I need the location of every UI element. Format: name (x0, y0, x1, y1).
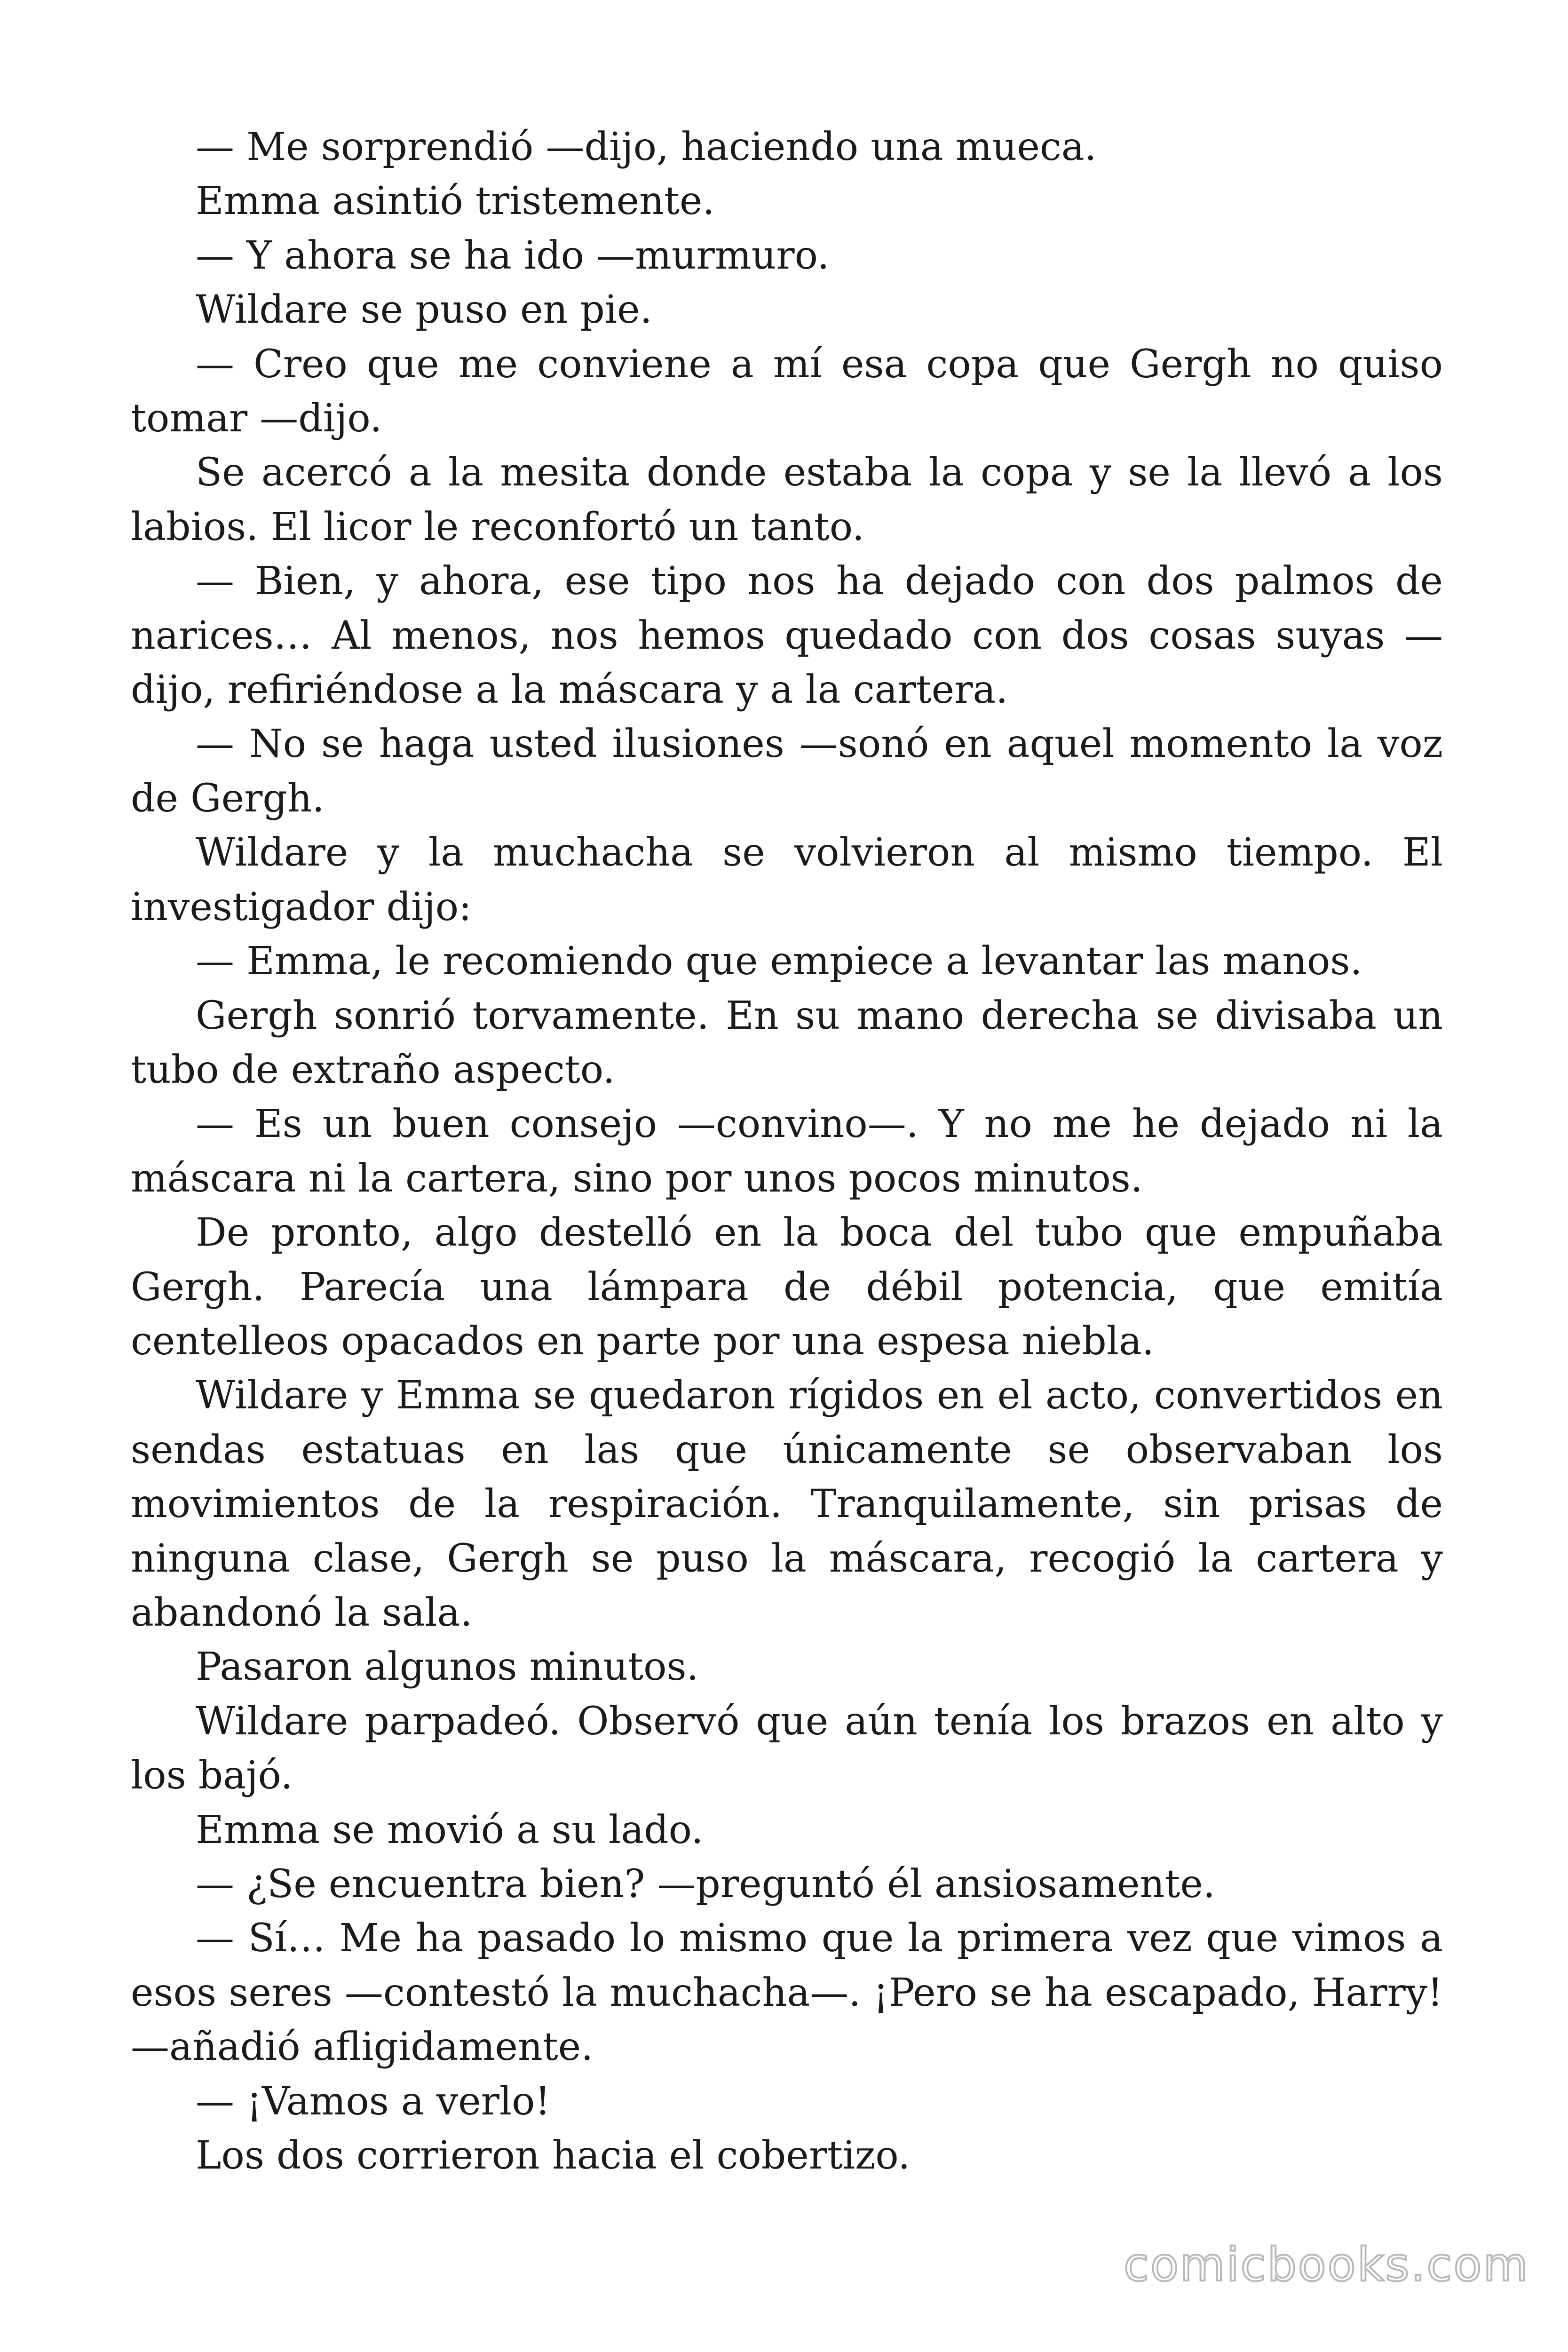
paragraph: Wildare y Emma se quedaron rígidos en el acto, convertidos en sendas estatuas en las que únicamente se observaban los movimientos de la respiración. Tranquilamente, sin prisas de ninguna clase, Gergh se puso la máscara, recogió la cartera y abandonó la sala. (131, 1373, 1443, 1635)
paragraph: — Emma, le recomiendo que empiece a levantar las manos. (196, 939, 1362, 984)
paragraph: Pasaron algunos minutos. (196, 1645, 699, 1690)
paragraph: Gergh sonrió torvamente. En su mano derecha se divisaba un tubo de extraño aspecto. (131, 993, 1443, 1092)
paragraph: — Sí… Me ha pasado lo mismo que la primera vez que vimos a esos seres —contestó la muchacha—. ¡Pero se ha escapado, Harry! —añadió afligidamente. (131, 1916, 1443, 2070)
paragraph: — ¡Vamos a verlo! (196, 2079, 551, 2124)
paragraph: De pronto, algo destelló en la boca del tubo que empuñaba Gergh. Parecía una lámpara de débil potencia, que emitía centelleos opacados en parte por una espesa niebla. (131, 1210, 1443, 1364)
paragraph: — Bien, y ahora, ese tipo nos ha dejado con dos palmos de narices… Al menos, nos hemos quedado con dos cosas suyas —dijo, refiriéndose a la máscara y a la cartera. (131, 559, 1443, 713)
paragraph: — Creo que me conviene a mí esa copa que Gergh no quiso tomar —dijo. (131, 342, 1443, 441)
paragraph: — Y ahora se ha ido —murmuro. (196, 233, 830, 278)
paragraph: Emma asintió tristemente. (196, 179, 715, 224)
paragraph: Los dos corrieron hacia el cobertizo. (196, 2133, 911, 2178)
body-text (131, 120, 1443, 2183)
paragraph: Se acercó a la mesita donde estaba la copa y se la llevó a los labios. El licor le reconfortó un tanto. (131, 450, 1443, 549)
paragraph: — Es un buen consejo —convino—. Y no me he dejado ni la máscara ni la cartera, sino por unos pocos minutos. (131, 1102, 1443, 1201)
paragraph: — ¿Se encuentra bien? —preguntó él ansiosamente. (196, 1862, 1215, 1907)
paragraph: — Me sorprendió —dijo, haciendo una mueca. (196, 125, 1097, 169)
paragraph: Wildare se puso en pie. (196, 287, 652, 333)
paragraph: Wildare y la muchacha se volvieron al mismo tiempo. El investigador dijo: (131, 830, 1443, 930)
paragraph: Wildare parpadeó. Observó que aún tenía los brazos en alto y los bajó. (131, 1699, 1443, 1798)
paragraph: Emma se movió a su lado. (196, 1807, 704, 1852)
site-watermark: comicbooks.com (1124, 2238, 1529, 2292)
paragraph: — No se haga usted ilusiones —sonó en aquel momento la voz de Gergh. (131, 722, 1443, 821)
